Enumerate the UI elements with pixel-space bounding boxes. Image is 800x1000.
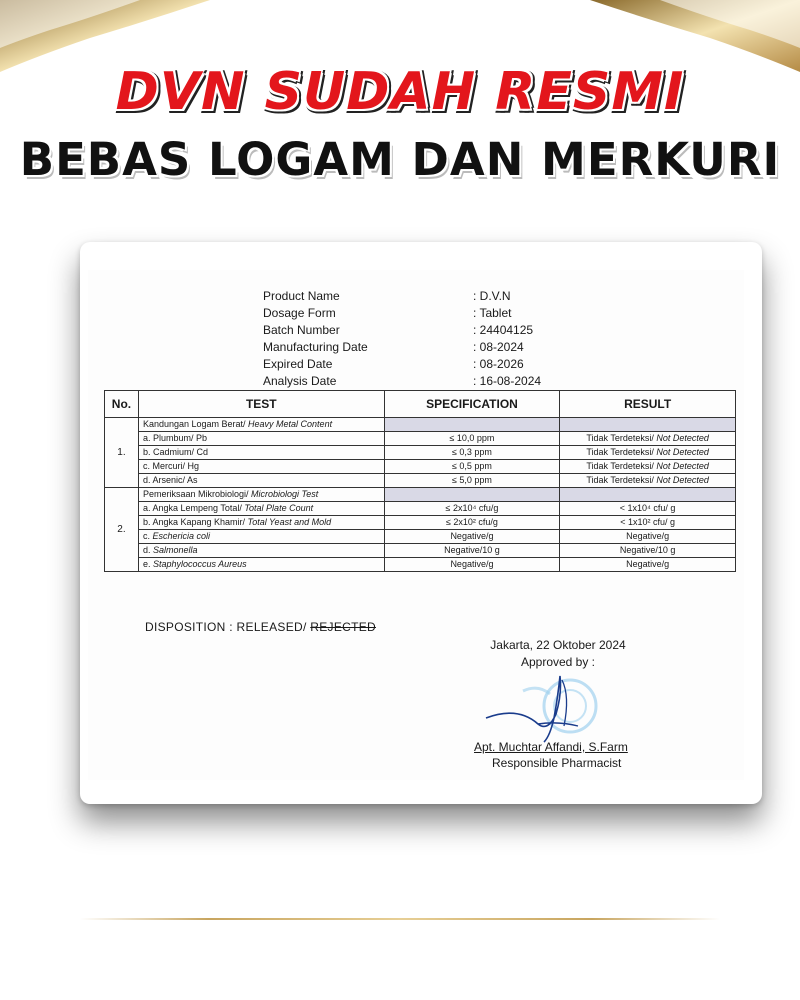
shaded-cell [560, 418, 736, 432]
result-italic: Not Detected [656, 475, 709, 485]
result-italic: Not Detected [656, 447, 709, 457]
shaded-cell [560, 488, 736, 502]
spec-cell: ≤ 5,0 ppm [384, 474, 560, 488]
result-text: Tidak Terdeteksi/ [586, 475, 657, 485]
info-label: Product Name [263, 289, 340, 303]
spec-cell: ≤ 2x10⁴ cfu/g [384, 502, 560, 516]
info-value: : 08-2024 [473, 340, 524, 354]
result-text: < 1x10⁴ cfu/ g [619, 503, 676, 513]
result-cell [560, 474, 736, 488]
test-cell [138, 474, 384, 488]
result-text: Tidak Terdeteksi/ [586, 433, 657, 443]
test-cell [138, 502, 384, 516]
result-italic: Not Detected [656, 461, 709, 471]
header-test: TEST [138, 391, 384, 418]
group-title-text: Pemeriksaan Mikrobiologi/ [142, 489, 249, 499]
test-text: d. [142, 545, 153, 555]
spec-cell: ≤ 0,5 ppm [384, 460, 560, 474]
result-text: Tidak Terdeteksi/ [586, 461, 657, 471]
info-label: Dosage Form [263, 306, 336, 320]
approved-by-label: Approved by : [520, 655, 596, 669]
shaded-cell [384, 488, 560, 502]
test-italic: Total Plate Count [244, 503, 314, 513]
disposition-rejected-struck: REJECTED [310, 620, 376, 634]
test-cell [138, 558, 384, 572]
result-cell [560, 460, 736, 474]
table-row [105, 474, 736, 488]
headline-primary: DVN SUDAH RESMI [115, 62, 685, 122]
approval-date: Jakarta, 22 Oktober 2024 [490, 638, 626, 652]
spec-cell: ≤ 10,0 ppm [384, 432, 560, 446]
result-cell [560, 558, 736, 572]
group-title [138, 418, 384, 432]
header-result: RESULT [560, 391, 736, 418]
signatory-name: Apt. Muchtar Affandi, S.Farm [474, 740, 628, 754]
group-title-italic: Microbiologi Test [248, 489, 319, 499]
result-cell [560, 502, 736, 516]
table-row [105, 530, 736, 544]
info-value: : Tablet [473, 306, 512, 320]
test-text: e. [142, 559, 153, 569]
gold-divider [80, 918, 720, 920]
table-row [105, 558, 736, 572]
group-number: 2. [105, 488, 139, 572]
test-cell [138, 530, 384, 544]
result-cell [560, 544, 736, 558]
result-text: < 1x10² cfu/ g [620, 517, 676, 527]
spec-cell: ≤ 2x10² cfu/g [384, 516, 560, 530]
table-row [105, 432, 736, 446]
table-row [105, 516, 736, 530]
shaded-cell [384, 418, 560, 432]
test-text: b. Cadmium/ Cd [142, 447, 208, 457]
test-text: c. [142, 531, 153, 541]
test-text: d. Arsenic/ As [142, 475, 198, 485]
product-info-row [263, 305, 541, 322]
table-row [105, 460, 736, 474]
info-label: Manufacturing Date [263, 340, 368, 354]
result-text: Tidak Terdeteksi/ [586, 447, 657, 457]
table-header-row [105, 391, 736, 418]
result-cell [560, 432, 736, 446]
test-italic: Eschericia coli [152, 531, 210, 541]
group-header-row [105, 418, 736, 432]
signatory-title: Responsible Pharmacist [492, 756, 622, 770]
test-italic: Salmonella [152, 545, 198, 555]
spec-cell: Negative/10 g [384, 544, 560, 558]
info-label: Batch Number [263, 323, 340, 337]
group-title-italic: Heavy Metal Content [245, 419, 333, 429]
product-info-row [263, 339, 541, 356]
table-row [105, 544, 736, 558]
group-number: 1. [105, 418, 139, 488]
info-value: : 24404125 [473, 323, 534, 337]
test-text: a. Plumbum/ Pb [142, 433, 207, 443]
product-info-row [263, 356, 541, 373]
test-cell [138, 544, 384, 558]
test-text: c. Mercuri/ Hg [142, 461, 199, 471]
product-info-row [263, 288, 541, 305]
result-text: Negative/g [626, 531, 670, 541]
group-header-row [105, 488, 736, 502]
analysis-table [104, 390, 736, 572]
test-italic: Staphylococcus Aureus [152, 559, 247, 569]
spec-cell: Negative/g [384, 530, 560, 544]
test-cell [138, 516, 384, 530]
certificate-card [80, 242, 762, 804]
test-cell [138, 446, 384, 460]
header-specification: SPECIFICATION [384, 391, 560, 418]
disposition-text: DISPOSITION : RELEASED/ [145, 620, 311, 634]
group-title-text: Kandungan Logam Berat/ [142, 419, 246, 429]
table-row [105, 446, 736, 460]
test-cell [138, 460, 384, 474]
test-text: a. Angka Lempeng Total/ [142, 503, 245, 513]
signature-with-stamp-icon [478, 666, 618, 746]
spec-cell: Negative/g [384, 558, 560, 572]
test-text: b. Angka Kapang Khamir/ [142, 517, 248, 527]
info-label: Analysis Date [263, 374, 337, 388]
test-cell [138, 432, 384, 446]
certificate-of-analysis [88, 270, 744, 780]
table-row [105, 502, 736, 516]
info-label: Expired Date [263, 357, 333, 371]
product-info-row [263, 373, 541, 390]
result-italic: Not Detected [656, 433, 709, 443]
info-value: : 08-2026 [473, 357, 524, 371]
info-value: : 16-08-2024 [473, 374, 542, 388]
result-cell [560, 516, 736, 530]
group-title [138, 488, 384, 502]
header-no: No. [105, 391, 139, 418]
product-info-row [263, 322, 541, 339]
test-italic: Total Yeast and Mold [247, 517, 332, 527]
result-text: Negative/g [626, 559, 670, 569]
disposition-line [145, 620, 376, 634]
result-cell [560, 446, 736, 460]
product-info [263, 288, 541, 390]
info-value: : D.V.N [473, 289, 511, 303]
result-cell [560, 530, 736, 544]
result-text: Negative/10 g [619, 545, 676, 555]
headline-secondary: BEBAS LOGAM DAN MERKURI [19, 133, 781, 186]
spec-cell: ≤ 0,3 ppm [384, 446, 560, 460]
